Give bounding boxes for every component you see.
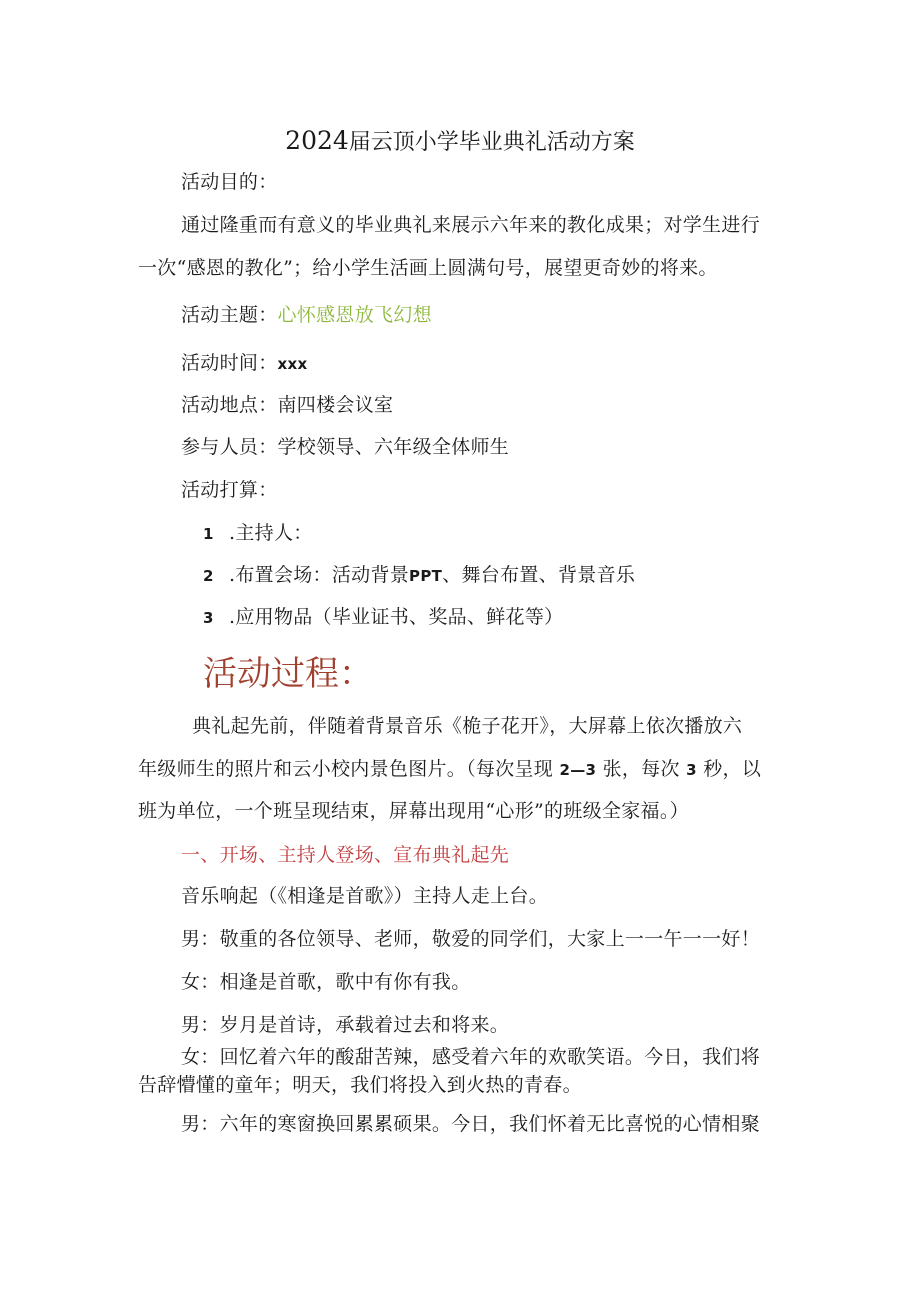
section-heading-1: 一、开场、主持人登场、宣布典礼起先 — [181, 844, 510, 866]
process-line-3: 班为单位，一个班呈现结束，屏幕出现用“心形”的班级全家福。） — [138, 800, 689, 822]
male-line-2: 男：岁月是首诗，承载着过去和将来。 — [181, 1014, 510, 1036]
female-line-2a: 女：回忆着六年的酸甜苦辣，感受着六年的欢歌笑语。今日，我们将 — [181, 1046, 761, 1068]
place-line: 活动地点：南四楼会议室 — [181, 394, 394, 416]
plan-item-1: 1 .主持人： — [203, 522, 313, 544]
process-heading: 活动过程： — [203, 654, 373, 694]
theme-label: 活动主题： — [181, 304, 278, 326]
plan-label: 活动打算： — [181, 479, 278, 501]
plan-item-2: 2 .布置会场：活动背景PPT、舞台布置、背景音乐 — [203, 564, 636, 586]
process-line-2: 年级师生的照片和云小校内景色图片。（每次呈现 2—3 张，每次 3 秒，以 — [138, 758, 762, 780]
music-line: 音乐响起（《相逢是首歌》）主持人走上台。 — [181, 885, 549, 907]
document-title: 2024届云顶小学毕业典礼活动方案 — [285, 126, 635, 155]
male-line-1: 男：敬重的各位领导、老师，敬爱的同学们，大家上一一午一一好！ — [181, 928, 761, 950]
female-line-1: 女：相逢是首歌，歌中有你有我。 — [181, 971, 471, 993]
male-line-3: 男：六年的寒窗换回累累硕果。今日，我们怀着无比喜悦的心情相聚 — [181, 1113, 761, 1135]
theme-value: 心怀感恩放飞幻想 — [277, 304, 432, 326]
purpose-line-2: 一次“感恩的教化”；给小学生活画上圆满句号，展望更奇妙的将来。 — [138, 257, 718, 279]
process-line-1: 典礼起先前，伴随着背景音乐《桅子花开》，大屏幕上依次播放六 — [192, 715, 743, 737]
time-line — [181, 351, 307, 376]
time-label: 活动时间： — [181, 352, 278, 374]
theme-line — [181, 303, 432, 327]
time-value: xxx — [277, 355, 308, 373]
people-line: 参与人员：学校领导、六年级全体师生 — [181, 436, 510, 458]
purpose-line-1: 通过隆重而有意义的毕业典礼来展示六年来的教化成果；对学生进行 — [181, 214, 761, 236]
plan-item-3: 3 .应用物品（毕业证书、奖品、鲜花等） — [203, 606, 564, 628]
female-line-2b: 告辞懵懂的童年；明天，我们将投入到火热的青春。 — [138, 1074, 582, 1096]
purpose-label: 活动目的： — [181, 171, 278, 193]
